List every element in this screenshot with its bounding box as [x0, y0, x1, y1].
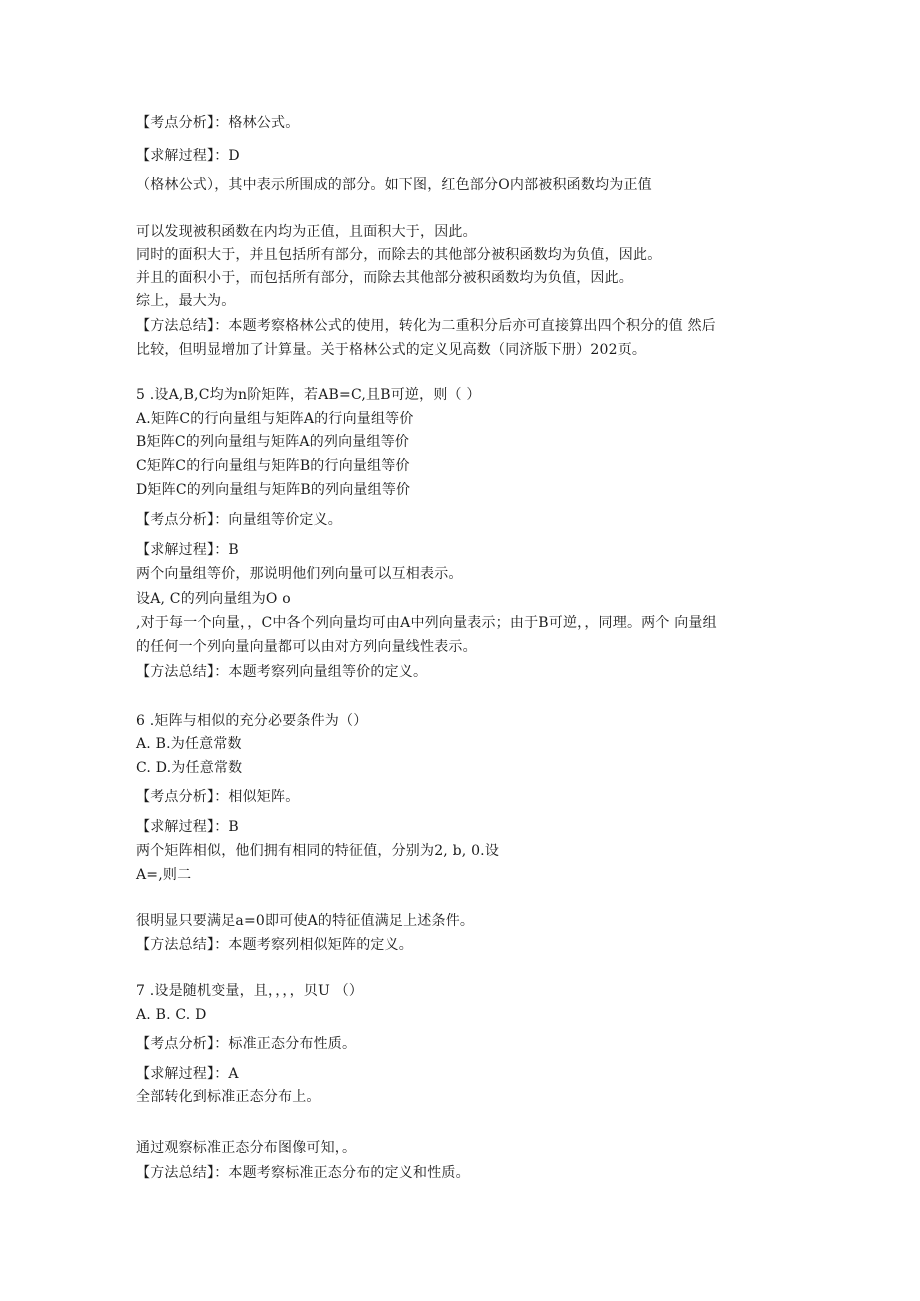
q4-solution-line: 综上，最大为。	[136, 293, 236, 309]
q4-solution-line: （格林公式），其中表示所围成的部分。如下图，红色部分O内部被积函数均为正值	[136, 177, 652, 193]
q6-solution-line: A=,则二	[136, 867, 192, 883]
q4-summary-cont: 比较，但明显增加了计算量。关于格林公式的定义见高数（同济版下册）202页。	[136, 342, 647, 358]
q4-solution-line: 并且的面积小于，而包括所有部分，而除去其他部分被积函数均为负值，因此。	[136, 270, 633, 286]
q5-solution-line: ,对于每一个向量，，C中各个列向量均可由A中列向量表示；由于B可逆，，同理。两个 向量组	[136, 615, 717, 631]
q5-solution-answer: 【求解过程】：B	[136, 542, 239, 558]
q7-solution-line: 全部转化到标准正态分布上。	[136, 1089, 321, 1105]
q5-option: C矩阵C的行向量组与矩阵B的行向量组等价	[136, 458, 410, 474]
q5-question: 5 .设A,B,C均为n阶矩阵，若AB=C,且B可逆，则（ ）	[136, 387, 481, 403]
q4-solution-line: 可以发现被积函数在内均为正值，且面积大于，因此。	[136, 224, 477, 240]
q5-solution-line: 设A, C的列向量组为O o	[136, 591, 291, 607]
q6-solution-answer: 【求解过程】：B	[136, 819, 239, 835]
q7-solution-line: 通过观察标准正态分布图像可知，。	[136, 1140, 357, 1156]
q6-analysis: 【考点分析】：相似矩阵。	[136, 789, 300, 805]
q7-summary: 【方法总结】：本题考察标准正态分布的定义和性质。	[136, 1165, 470, 1181]
q4-analysis: 【考点分析】：格林公式。	[136, 115, 300, 131]
q5-analysis: 【考点分析】：向量组等价定义。	[136, 512, 342, 528]
q5-summary: 【方法总结】：本题考察列向量组等价的定义。	[136, 664, 428, 680]
q4-solution-answer: 【求解过程】：D	[136, 148, 240, 164]
q7-analysis: 【考点分析】：标准正态分布性质。	[136, 1036, 357, 1052]
q7-solution-answer: 【求解过程】：A	[136, 1066, 239, 1082]
q5-solution-line: 的任何一个列向量向量都可以由对方列向量线性表示。	[136, 639, 477, 655]
q4-solution-line: 同时的面积大于，并且包括所有部分，而除去的其他部分被积函数均为负值，因此。	[136, 247, 662, 263]
q7-question: 7 .设是随机变量，且，，，，贝U （）	[136, 983, 364, 999]
q5-solution-line: 两个向量组等价，那说明他们列向量可以互相表示。	[136, 566, 463, 582]
q6-option: C. D.为任意常数	[136, 760, 243, 776]
q4-summary: 【方法总结】：本题考察格林公式的使用，转化为二重积分后亦可直接算出四个积分的值 然后	[136, 318, 716, 334]
q5-option: B矩阵C的列向量组与矩阵A的列向量组等价	[136, 434, 410, 450]
q5-option: A.矩阵C的行向量组与矩阵A的行向量组等价	[136, 411, 414, 427]
q6-summary: 【方法总结】：本题考察列相似矩阵的定义。	[136, 937, 413, 953]
q5-option: D矩阵C的列向量组与矩阵B的列向量组等价	[136, 482, 411, 498]
q7-options: A. B. C. D	[136, 1007, 207, 1023]
q6-solution-line: 很明显只要满足a=0即可使A的特征值满足上述条件。	[136, 913, 475, 929]
q6-option: A. B.为任意常数	[136, 736, 242, 752]
q6-question: 6 .矩阵与相似的充分必要条件为（）	[136, 713, 368, 729]
q6-solution-line: 两个矩阵相似，他们拥有相同的特征值，分别为2, b, 0.设	[136, 843, 500, 859]
